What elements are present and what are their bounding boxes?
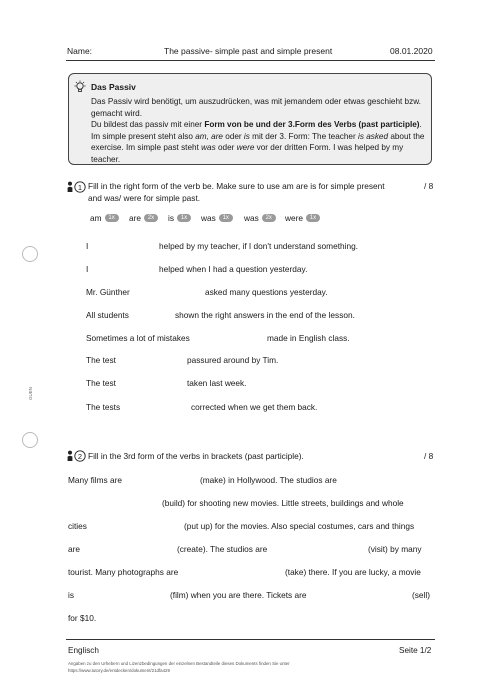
info-paragraph-2: Du bildest das passiv mit einer Form von be und der 3.Form des Verbs (past participle). Im simple present steht also am, are oder is mit der 3. Form: The teacher is asked about the exercise. Im simple past steht was oder were vor der dritten Form. I was helped by my teacher. [91,120,425,164]
word-bank-item: am 1x [90,212,119,223]
text-fragment: (visit) by many [368,544,422,554]
count-badge: 1x [306,214,320,222]
task-two-points: / 8 [424,451,434,461]
sentence-start: I [86,264,89,274]
sentence-start: Sometimes a lot of mistakes [86,333,190,343]
name-label: Name: [67,46,93,56]
header-rule [66,60,435,61]
punch-hole-top [22,246,38,262]
sentence-end: corrected when we get them back. [191,402,318,412]
text-fragment: (sell) [412,590,430,600]
side-label: GUEN [28,386,33,400]
sentence-end: helped by my teacher, if I don't understand something. [159,241,358,251]
text-fragment: (put up) for the movies. Also special costumes, cars and things [184,521,415,531]
text-fragment: Many films are [68,475,122,485]
info-box [68,73,432,165]
svg-text:1: 1 [77,182,83,192]
count-badge: 2x [262,214,276,222]
info-box-body [91,96,429,166]
sentence-end: passured around by Tim. [187,355,279,365]
text-fragment: (film) when you are there. Tickets are [170,590,307,600]
sentence-start: All students [86,310,129,320]
sentence-end: shown the right answers in the end of the lesson. [175,310,355,320]
word-bank-item: was 2x [244,212,276,223]
word-bank-item: were 1x [285,212,320,223]
footer-subject: Englisch [68,646,99,655]
info-box-title: Das Passiv [91,82,136,92]
word-bank-item: are 2x [129,212,158,223]
sentence-start: The tests [86,402,121,412]
text-fragment: for $10. [68,613,97,623]
sentence-start: The test [86,378,116,388]
word-bank-item: is 1x [168,212,191,223]
task-two-instruction: Fill in the 3rd form of the verbs in brackets (past participle). [88,451,304,461]
sentence-end: helped when I had a question yesterday. [159,264,308,274]
footer-page: Seite 1/2 [399,646,432,655]
text-fragment: (build) for shooting new movies. Little streets, buildings and whole [162,498,404,508]
page-title: The passive- simple past and simple present [164,46,333,56]
task-one-points: / 8 [424,181,434,191]
punch-hole-bottom [22,432,38,448]
lightbulb-icon [74,80,86,94]
date: 08.01.2020 [390,46,433,56]
text-fragment: are [68,544,80,554]
count-badge: 1x [105,214,119,222]
task-two-icon [67,450,87,462]
count-badge: 1x [219,214,233,222]
info-paragraph-1: Das Passiv wird benötigt, um auszudrücken, was mit jemandem oder etwas geschieht bzw. gemacht wird. [91,97,421,118]
sentence-end: asked many questions yesterday. [205,287,328,297]
footer-rule [66,639,435,640]
word-bank-item: was 1x [201,212,233,223]
sentence-end: made in English class. [267,333,350,343]
text-fragment: tourist. Many photographs are [68,567,179,577]
sentence-end: taken last week. [187,378,247,388]
count-badge: 1x [177,214,191,222]
text-fragment: (take) there. If you are lucky, a movie [285,567,421,577]
footer-credit: Angaben zu den Urhebern und Lizenzbedingungen der einzelnen Bestandteile dieses Dokuments finden Sie unter [68,661,290,666]
svg-text:2: 2 [77,451,83,461]
text-fragment: (create). The studios are [177,544,268,554]
text-fragment: (make) in Hollywood. The studios are [200,475,337,485]
text-fragment: cities [68,521,87,531]
task-one-icon [67,181,87,193]
count-badge: 2x [144,214,158,222]
sentence-start: The test [86,355,116,365]
sentence-start: Mr. Günther [86,287,130,297]
footer-credit-url: https://www.tutory.de/entdecken/dokument/21dfa429 [68,668,170,673]
sentence-start: I [86,241,89,251]
text-fragment: is [68,590,74,600]
task-one-instruction: Fill in the right form of the verb be. Make sure to use am are is for simple present and was/ were for simple past. [88,181,385,203]
